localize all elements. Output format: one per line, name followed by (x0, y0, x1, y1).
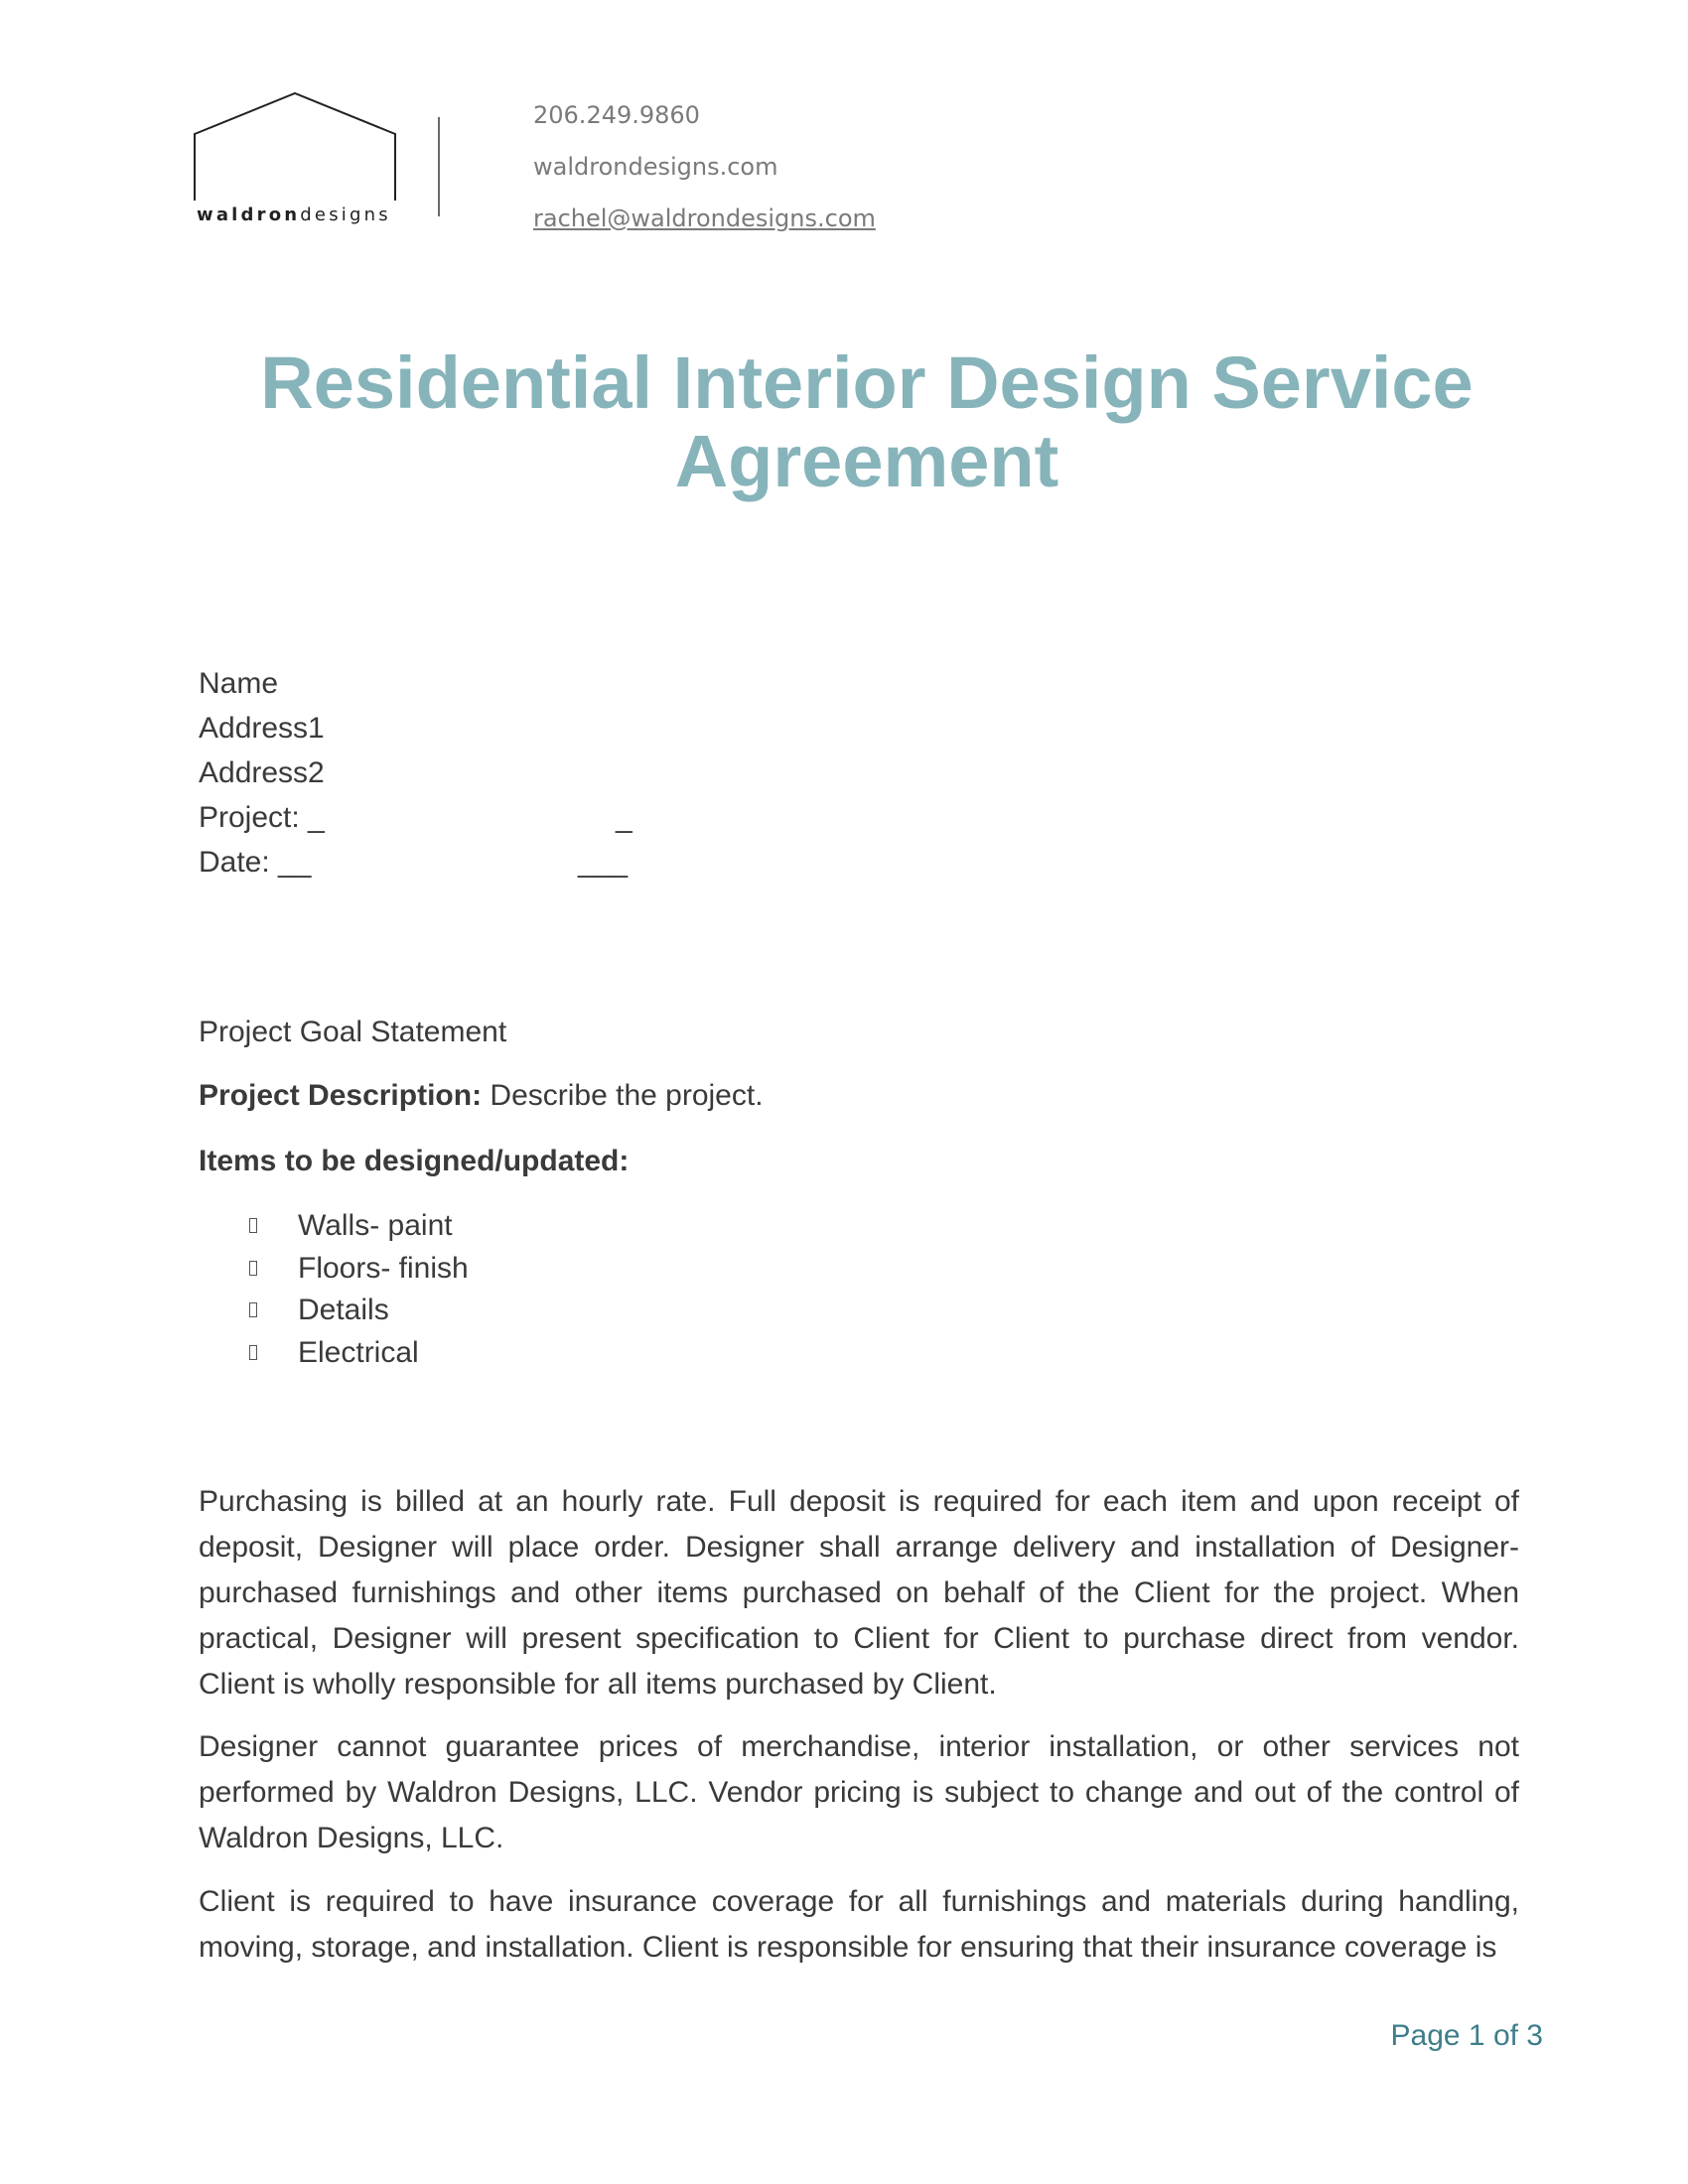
list-item (248, 1290, 469, 1332)
page-number: Page 1 of 3 (1390, 2019, 1543, 2052)
list-item-label: Walls- paint (298, 1209, 453, 1242)
date-blank: ___ (578, 846, 629, 879)
bullet-icon (249, 1302, 257, 1317)
project-label: Project: _ (199, 801, 325, 834)
bullet-icon (249, 1261, 257, 1276)
document-title: Residential Interior Design Service Agreement (260, 341, 1474, 502)
project-description (199, 1074, 1519, 1118)
project-description-text: Describe the project. (482, 1079, 764, 1112)
logo-wordmark (197, 205, 391, 225)
client-name: Name (199, 667, 279, 700)
date-label: Date: __ (199, 846, 312, 879)
list-item-label: Details (298, 1294, 389, 1326)
project-description-label: Project Description: (199, 1079, 483, 1112)
items-heading: Items to be designed/updated: (199, 1145, 630, 1177)
items-list (248, 1205, 469, 1374)
bullet-icon (249, 1218, 257, 1233)
date-line (199, 840, 629, 885)
list-item (248, 1205, 469, 1248)
client-info-block (199, 661, 633, 885)
logo-brand-bold: waldron (197, 205, 301, 225)
pricing-paragraph: Designer cannot guarantee prices of merchandise, interior installation, or other services not performed by Waldron Designs, LLC. Vendor pricing is subject to change and out of the control of Waldron Designs, LLC. (199, 1730, 1519, 1854)
list-item-label: Electrical (298, 1335, 419, 1369)
list-item-label: Floors- finish (298, 1251, 469, 1285)
client-address1: Address1 (199, 712, 325, 745)
company-logo (193, 91, 401, 230)
contact-phone: 206.249.9860 (533, 101, 700, 129)
bullet-icon (249, 1345, 257, 1360)
project-line (199, 795, 633, 840)
header-divider (438, 117, 440, 216)
purchasing-paragraph: Purchasing is billed at an hourly rate. Full deposit is required for each item and upon receipt of deposit, Designer will place order. Designer shall arrange delivery and installation of Designer-purchased furnishings and other items purchased on behalf of the Client for the project. When practical, Designer will present specification to Client for Client to purchase direct from vendor. Client is wholly responsible for all items purchased by Client. (199, 1485, 1519, 1701)
list-item (248, 1332, 469, 1375)
contact-email-link[interactable]: rachel@waldrondesigns.com (533, 205, 876, 232)
logo-brand-light: designs (300, 205, 391, 225)
client-address2: Address2 (199, 756, 325, 789)
contact-website: waldrondesigns.com (533, 153, 778, 181)
project-blank: _ (616, 801, 633, 834)
list-item (248, 1248, 469, 1291)
house-outline-icon (193, 91, 401, 203)
insurance-paragraph: Client is required to have insurance coverage for all furnishings and materials during handling, moving, storage, and installation. Client is responsible for ensuring that their insurance coverage is (199, 1885, 1519, 1964)
goal-statement: Project Goal Statement (199, 1016, 507, 1048)
